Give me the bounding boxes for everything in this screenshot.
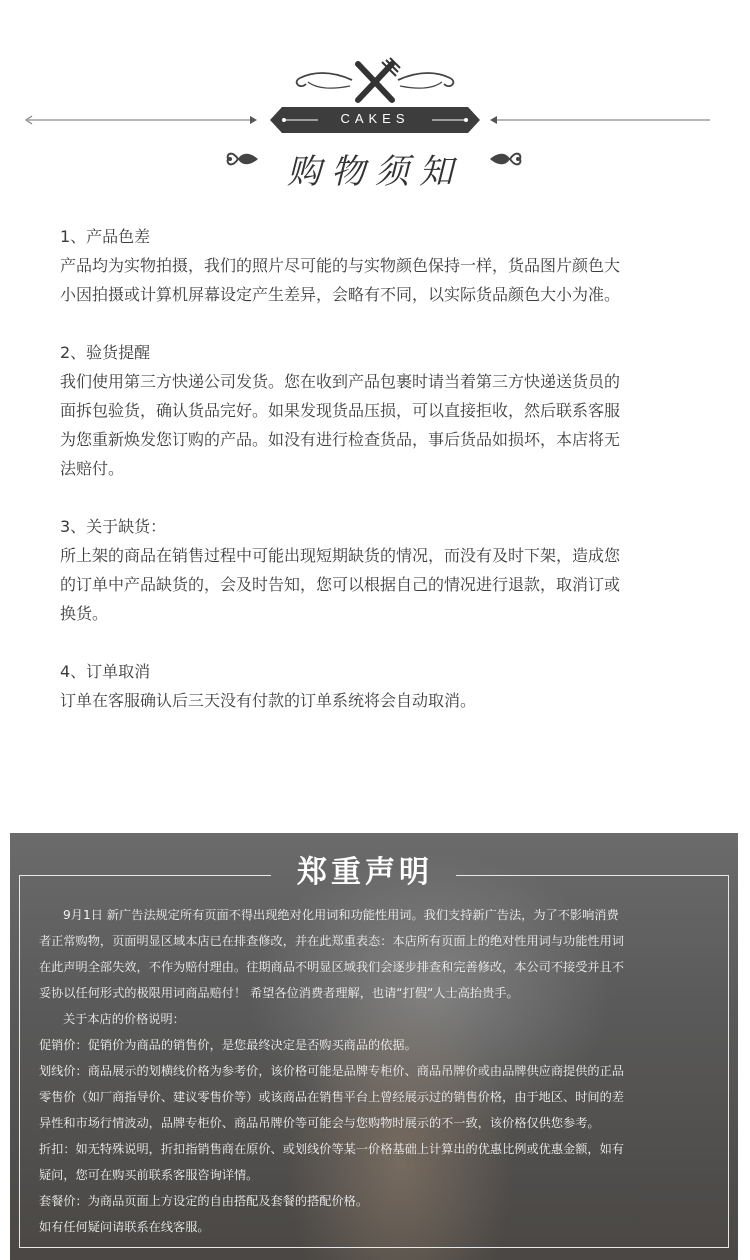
- notice-heading: 4、订单取消: [60, 662, 151, 681]
- statement-line: 套餐价：为商品页面上方设定的自由搭配及套餐的搭配价格。: [39, 1194, 369, 1208]
- notice-line: 订单在客服确认后三天没有付款的订单系统将会自动取消。: [60, 691, 477, 710]
- statement-line: 异性和市场行情波动，品牌专柜价、商品吊牌价等可能会与您购物时展示的不一致，该价格仅供您参考。: [39, 1116, 600, 1130]
- statement-panel: [10, 833, 738, 1260]
- notice-line: 的订单中产品缺货的，会及时告知，您可以根据自己的情况进行退款，取消订或: [60, 575, 621, 594]
- statement-line: 妥协以任何形式的极限用词商品赔付！ 希望各位消费者理解，也请“打假“人士高抬贵手。: [39, 986, 519, 1000]
- notice-heading: 1、产品色差: [60, 227, 151, 246]
- notice-line: 我们使用第三方快递公司发货。您在收到产品包裹时请当着第三方快递送货员的: [60, 372, 621, 391]
- notice-line: 产品均为实物拍摄，我们的照片尽可能的与实物颜色保持一样，货品图片颜色大: [60, 256, 621, 275]
- title-row: [0, 148, 750, 196]
- flourish-right-icon: [488, 148, 524, 170]
- statement-title: 郑重声明: [297, 855, 433, 890]
- statement-line: 9月1日 新广告法规定所有页面不得出现绝对化用词和功能性用词。我们支持新广告法，为了不影响消费: [63, 908, 619, 922]
- statement-line: 者正常购物，页面明显区域本店已在排查修改，并在此郑重表态：本店所有页面上的绝对性用词与功能性用词: [39, 934, 624, 948]
- notice-heading: 2、验货提醒: [60, 343, 151, 362]
- notice-order-cancel: [60, 657, 700, 715]
- statement-line: 关于本店的价格说明：: [63, 1012, 185, 1026]
- notice-line: 所上架的商品在销售过程中可能出现短期缺货的情况，而没有及时下架，造成您: [60, 546, 621, 565]
- statement-line: 划线价：商品展示的划横线价格为参考价，该价格可能是品牌专柜价、商品吊牌价或由品牌供应商提供的正品: [39, 1064, 624, 1078]
- notice-line: 法赔付。: [60, 459, 125, 478]
- notice-line: 面拆包验货，确认货品完好。如果发现货品压损，可以直接拒收，然后联系客服: [60, 401, 621, 420]
- statement-line: 折扣：如无特殊说明，折扣指销售商在原价、或划线价等某一价格基础上计算出的优惠比例或优惠金额，如有: [39, 1142, 624, 1156]
- statement-line: 在此声明全部失效，不作为赔付理由。往期商品不明显区域我们会逐步排查和完善修改，本公司不接受并且不: [39, 960, 624, 974]
- fork-knife-icon: [358, 58, 400, 100]
- notice-inspection: [60, 338, 700, 483]
- notice-out-of-stock: [60, 512, 700, 628]
- statement-line: 疑问，您可在购买前联系客服咨询详情。: [39, 1168, 259, 1182]
- header-ornament: [0, 0, 750, 200]
- notice-color-difference: [60, 222, 700, 309]
- statement-line: 促销价：促销价为商品的销售价，是您最终决定是否购买商品的依据。: [39, 1038, 417, 1052]
- statement-text: [39, 902, 719, 1240]
- notice-line: 换货。: [60, 604, 109, 623]
- notice-line: 为您重新焕发您订购的产品。如没有进行检查货品，事后货品如损坏，本店将无: [60, 430, 621, 449]
- statement-line: 如有任何疑问请联系在线客服。: [39, 1220, 210, 1234]
- statement-line: 零售价（如厂商指导价、建议零售价等）或该商品在销售平台上曾经展示过的销售价格，由于地区、时间的差: [39, 1090, 624, 1104]
- shopping-notices: [60, 222, 700, 744]
- cakes-badge-text: CAKES: [340, 111, 410, 126]
- notice-heading: 3、关于缺货：: [60, 517, 167, 536]
- page-title: 购物须知: [287, 152, 463, 192]
- flourish-left-icon: [224, 148, 260, 170]
- notice-line: 小因拍摄或计算机屏幕设定产生差异，会略有不同，以实际货品颜色大小为准。: [60, 285, 621, 304]
